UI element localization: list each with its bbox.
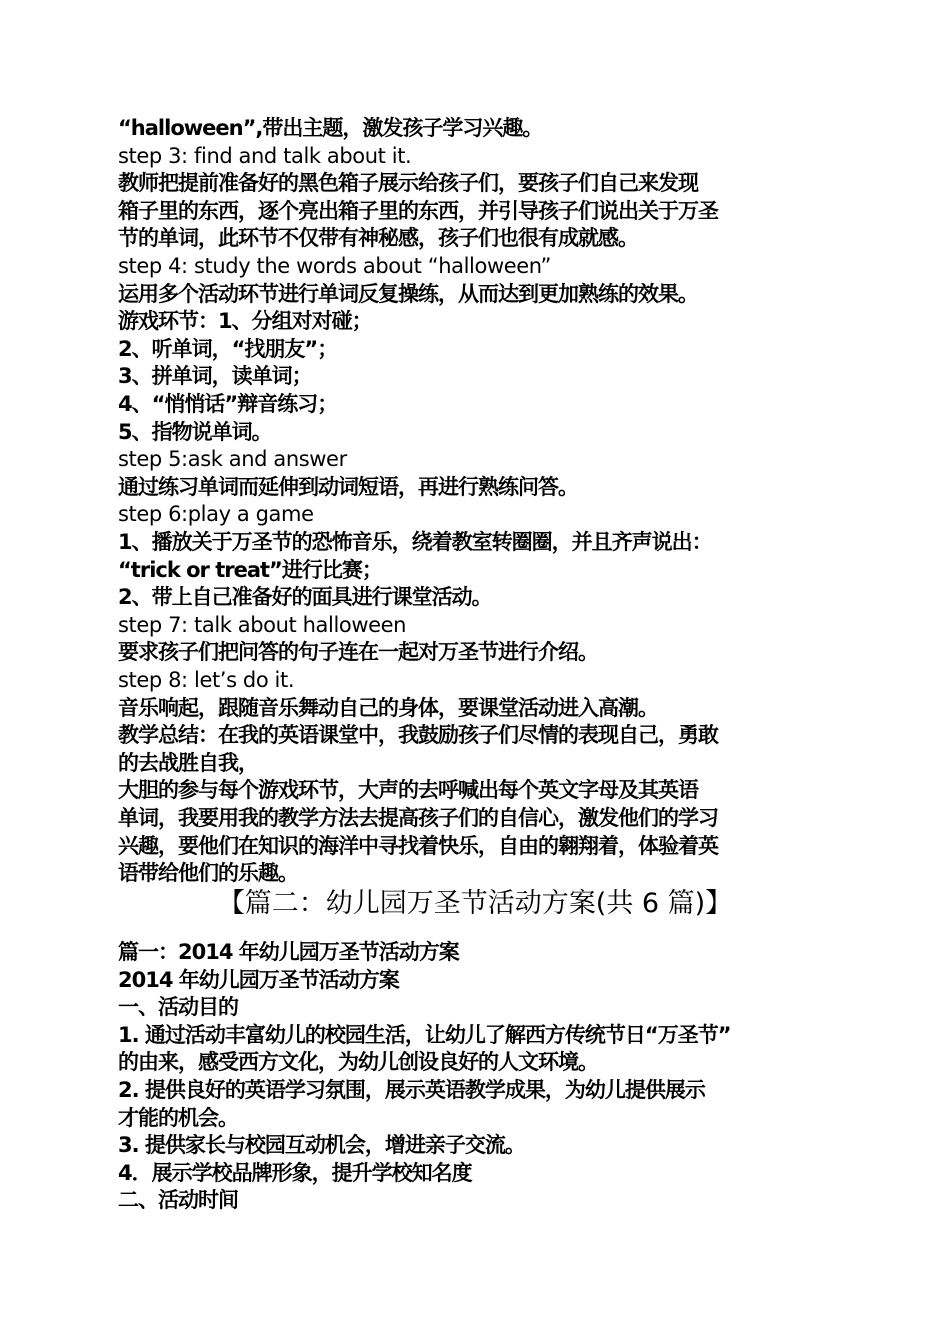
text-line: 3、拼单词，读单词；	[118, 364, 312, 389]
text-line: 1、播放关于万圣节的恐怖音乐，绕着教室转圈圈，并且齐声说出：	[118, 530, 712, 554]
text-line: 的由来，感受西方文化，为幼儿创设良好的人文环境。	[118, 1050, 598, 1075]
text-line: step 8: let’s do it.	[118, 668, 295, 692]
text-line: 音乐响起，跟随音乐舞动自己的身体，要课堂活动进入高潮。	[118, 695, 658, 720]
text-line: “halloween”,带出主题，激发孩子学习兴趣。	[118, 116, 543, 140]
text-line: step 4: study the words about “halloween”	[118, 254, 551, 278]
text-line: 单词，我要用我的教学方法去提高孩子们的自信心，激发他们的学习	[118, 806, 718, 830]
text-line: 1. 通过活动丰富幼儿的校园生活，让幼儿了解西方传统节日“万圣节”	[118, 1022, 731, 1047]
text-line: 教学总结：在我的英语课堂中，我鼓励孩子们尽情的表现自己，勇敢	[118, 723, 718, 748]
text-line: 要求孩子们把问答的句子连在一起对万圣节进行介绍。	[118, 640, 598, 665]
text-line: 教师把提前准备好的黑色箱子展示给孩子们，要孩子们自己来发现	[118, 171, 698, 196]
text-line: step 5:ask and answer	[118, 447, 347, 472]
text-line: “trick or treat”进行比赛；	[118, 557, 382, 582]
text-line: step 3: find and talk about it.	[118, 143, 412, 168]
text-line: 4、“悄悄话”辩音练习；	[118, 392, 338, 416]
text-line: 4．展示学校品牌形象，提升学校知名度	[118, 1160, 472, 1185]
text-line: step 7: talk about halloween	[118, 612, 407, 637]
text-line: 箱子里的东西，逐个亮出箱子里的东西，并引导孩子们说出关于万圣	[118, 198, 718, 223]
text-line: 2014 年幼儿园万圣节活动方案	[118, 967, 399, 992]
text-line: 游戏环节：1、分组对对碰；	[118, 309, 372, 334]
text-line: 一、活动目的	[118, 995, 238, 1020]
text-line: 通过练习单词而延伸到动词短语，再进行熟练问答。	[118, 474, 578, 499]
text-line: 运用多个活动环节进行单词反复操练，从而达到更加熟练的效果。	[118, 281, 698, 306]
text-line: 才能的机会。	[118, 1105, 238, 1130]
text-line: 3. 提供家长与校园互动机会，增进亲子交流。	[118, 1133, 525, 1158]
text-line: 语带给他们的乐趣。	[118, 861, 298, 886]
text-line: 2. 提供良好的英语学习氛围，展示英语教学成果，为幼儿提供展示	[118, 1078, 705, 1102]
text-line: 2、带上自己准备好的面具进行课堂活动。	[118, 585, 492, 610]
text-line: 2、听单词，“找朋友”；	[118, 336, 338, 361]
section-heading: 【篇二：幼儿园万圣节活动方案(共 6 篇)】	[217, 888, 733, 919]
text-line: 篇一：2014 年幼儿园万圣节活动方案	[118, 940, 459, 964]
text-line: 二、活动时间	[118, 1188, 238, 1213]
text-line: 节的单词，此环节不仅带有神秘感，孩子们也很有成就感。	[118, 226, 638, 251]
text-line: 5、指物说单词。	[118, 419, 272, 444]
text-line: 兴趣，要他们在知识的海洋中寻找着快乐，自由的翱翔着，体验着英	[118, 833, 718, 858]
text-line: 的去战胜自我，	[118, 750, 258, 775]
text-line: step 6:play a game	[118, 502, 314, 527]
text-line: 大胆的参与每个游戏环节，大声的去呼喊出每个英文字母及其英语	[118, 778, 698, 803]
